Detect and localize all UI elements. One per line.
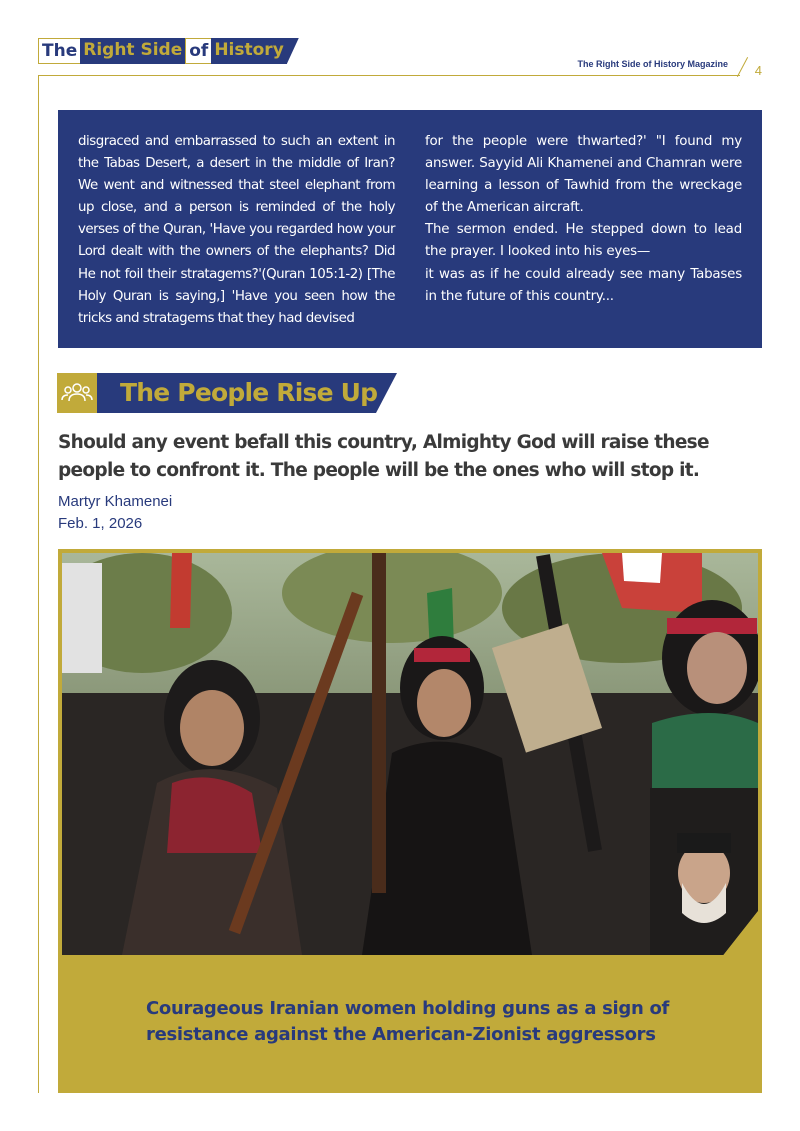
quote-date: Feb. 1, 2026: [58, 515, 143, 532]
story-paragraph: for the people were thwarted?' "I found my answer. Sayyid Ali Khamenei and Chamran were learning a lesson of Tawhid from the wreckage of the American aircraft.: [425, 134, 742, 216]
quote-author: Martyr Khamenei: [58, 493, 173, 510]
story-paragraph: The sermon ended. He stepped down to lead the prayer. I looked into his eyes—: [425, 222, 742, 260]
story-column-left: [78, 131, 395, 348]
left-margin-rule: [38, 75, 39, 1093]
logo-word-right-side: Right Side: [80, 38, 185, 64]
header-rule: [38, 75, 740, 76]
pull-quote: Should any event befall this country, Almighty God will raise these people to confront it. The people will be the ones who will stop it.: [58, 432, 709, 481]
logo-word-the: The: [38, 38, 80, 64]
logo-word-history: History: [211, 38, 286, 64]
protest-photo: [62, 553, 758, 955]
story-column-right: [425, 131, 742, 348]
magazine-logo: [38, 38, 299, 64]
page-number: 4: [754, 63, 762, 78]
section-title: The People Rise Up: [120, 378, 378, 407]
story-paragraph: disgraced and embarrassed to such an extent in the Tabas Desert, a desert in the middle of Iran? We went and witnessed that steel elephant from up close, and a person is reminded of the holy verses of the Quran, 'Have you regarded how your Lord dealt with the owners of the elephants? Did He not foil their stratagems?'(Quran 105:1-2) [The Holy Quran is saying,] 'Have you seen how the tricks and stratagems that they had devised: [78, 134, 395, 326]
header-divider-slash: [737, 57, 748, 77]
logo-word-of: of: [185, 38, 211, 64]
logo-slant: [287, 38, 299, 64]
story-paragraph: it was as if he could already see many Tabases in the future of this country...: [425, 266, 742, 304]
magazine-name: The Right Side of History Magazine: [577, 59, 728, 69]
people-group-icon: [57, 373, 97, 413]
story-text-box: [58, 110, 762, 348]
photo-caption: Courageous Iranian women holding guns as a sign of resistance against the American-Zionist aggressors: [146, 998, 670, 1045]
